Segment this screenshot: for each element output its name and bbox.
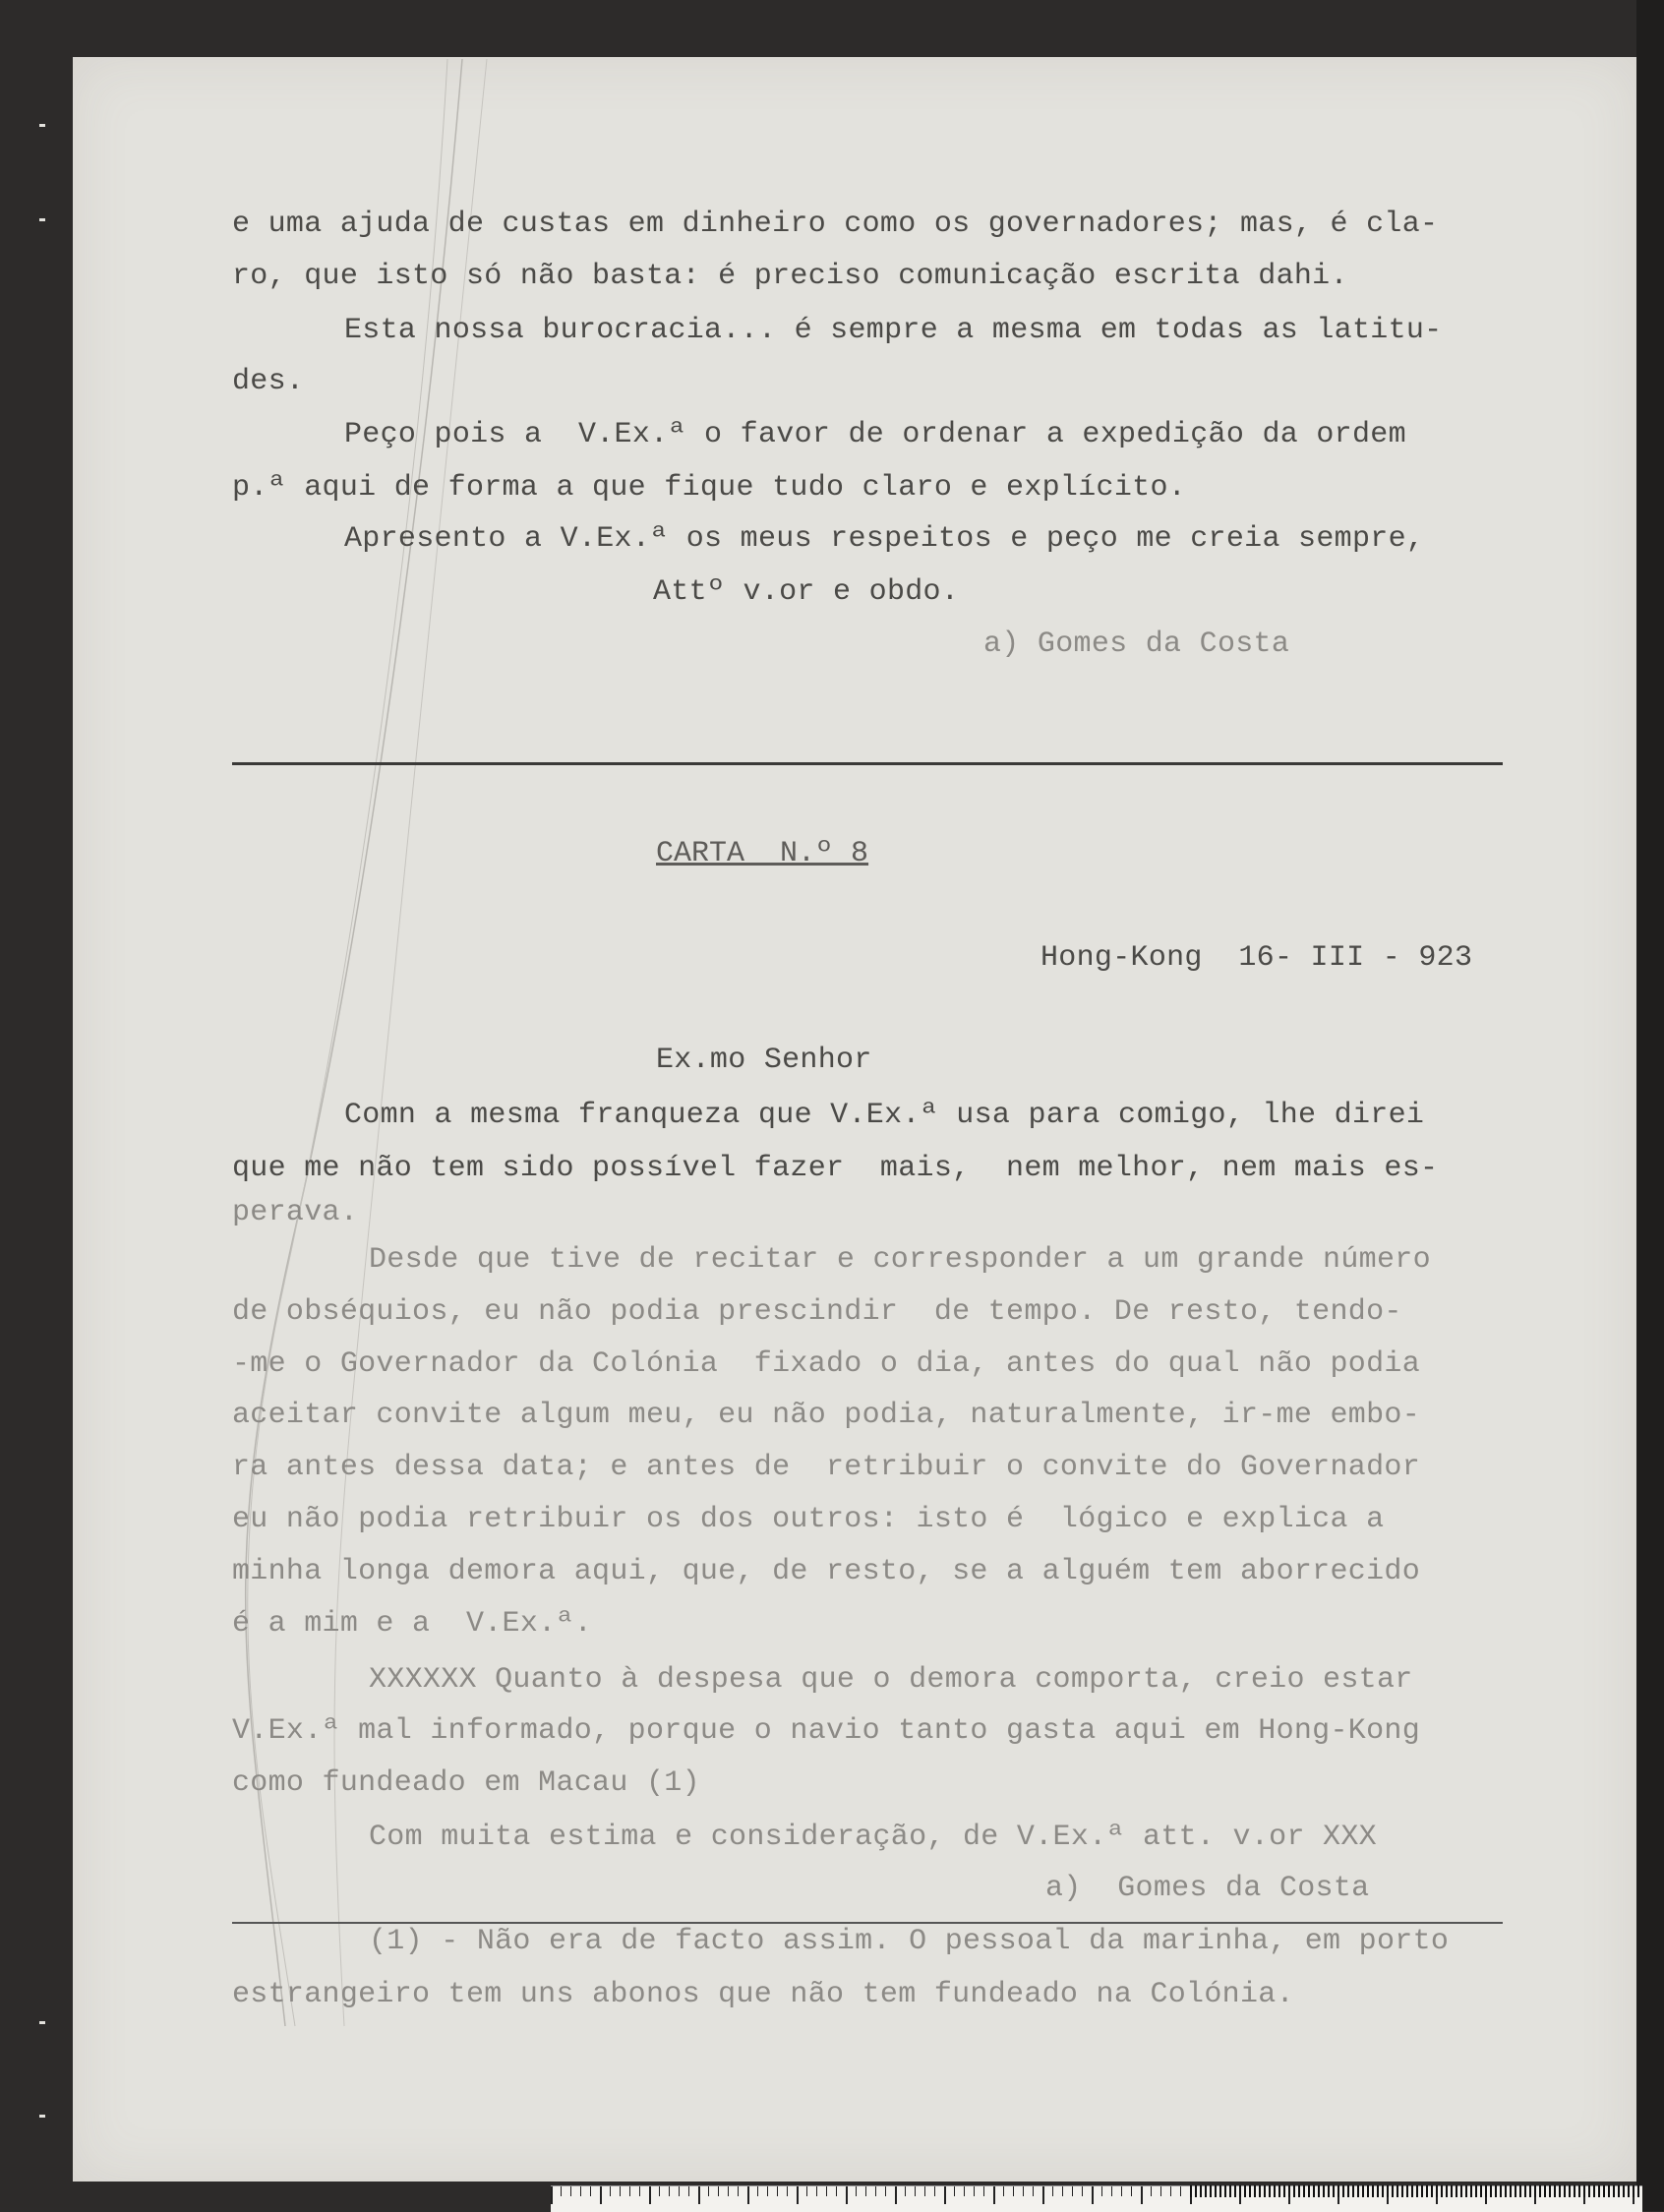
letter-line: XXXXXX Quanto à despesa que o demora comporta, creio estar	[369, 1663, 1413, 1697]
letter-line: V.Ex.ª mal informado, porque o navio tanto gasta aqui em Hong-Kong	[232, 1714, 1420, 1748]
letter-line: Com muita estima e consideração, de V.Ex.ª att. v.or XXX	[369, 1821, 1377, 1854]
letter-line: é a mim e a V.Ex.ª.	[232, 1607, 593, 1641]
letter-line: ra antes dessa data; e antes de retribuir o convite do Governador	[232, 1451, 1420, 1484]
letter-line: eu não podia retribuir os dos outros: isto é lógico e explica a	[232, 1503, 1385, 1536]
prev-letter-line: Peço pois a V.Ex.ª o favor de ordenar a expedição da ordem	[344, 418, 1406, 451]
letter-line: como fundeado em Macau (1)	[232, 1766, 700, 1800]
letter-line: aceitar convite algum meu, eu não podia, naturalmente, ir-me embo-	[232, 1399, 1420, 1432]
prev-letter-line: p.ª aqui de forma a que fique tudo claro e explícito.	[232, 471, 1187, 505]
place-date: Hong-Kong 16- III - 923	[1040, 941, 1473, 975]
section-divider	[232, 762, 1503, 765]
scan-ruler-scale	[1190, 2185, 1642, 2197]
letter-line: de obséquios, eu não podia prescindir de tempo. De resto, tendo-	[232, 1295, 1402, 1329]
prev-letter-line: ro, que isto só não basta: é preciso comunicação escrita dahi.	[232, 260, 1348, 293]
prev-letter-signature: a) Gomes da Costa	[983, 628, 1290, 661]
footnote-line: estrangeiro tem uns abonos que não tem fundeado na Colónia.	[232, 1978, 1294, 2011]
footnote-line: (1) - Não era de facto assim. O pessoal da marinha, em porto	[369, 1925, 1450, 1958]
prev-letter-line: e uma ajuda de custas em dinheiro como os governadores; mas, é cla-	[232, 208, 1439, 241]
prev-letter-line: des.	[232, 365, 305, 398]
letter-line: minha longa demora aqui, que, de resto, se a alguém tem aborrecido	[232, 1555, 1420, 1588]
letter-line: -me o Governador da Colónia fixado o dia, antes do qual não podia	[232, 1347, 1420, 1381]
letter-title: CARTA N.º 8	[656, 837, 869, 870]
letter-line: que me não tem sido possível fazer mais, nem melhor, nem mais es-	[232, 1152, 1439, 1185]
prev-letter-line: Attº v.or e obdo.	[653, 575, 960, 609]
prev-letter-line: Apresento a V.Ex.ª os meus respeitos e peço me creia sempre,	[344, 522, 1425, 556]
salutation: Ex.mo Senhor	[656, 1044, 872, 1077]
letter-line: perava.	[232, 1196, 359, 1229]
letter-line: Comn a mesma franqueza que V.Ex.ª usa para comigo, lhe direi	[344, 1099, 1425, 1132]
letter-signature: a) Gomes da Costa	[1045, 1872, 1370, 1905]
letter-line: Desde que tive de recitar e corresponder a um grande número	[369, 1243, 1431, 1277]
prev-letter-line: Esta nossa burocracia... é sempre a mesma em todas as latitu-	[344, 314, 1443, 347]
